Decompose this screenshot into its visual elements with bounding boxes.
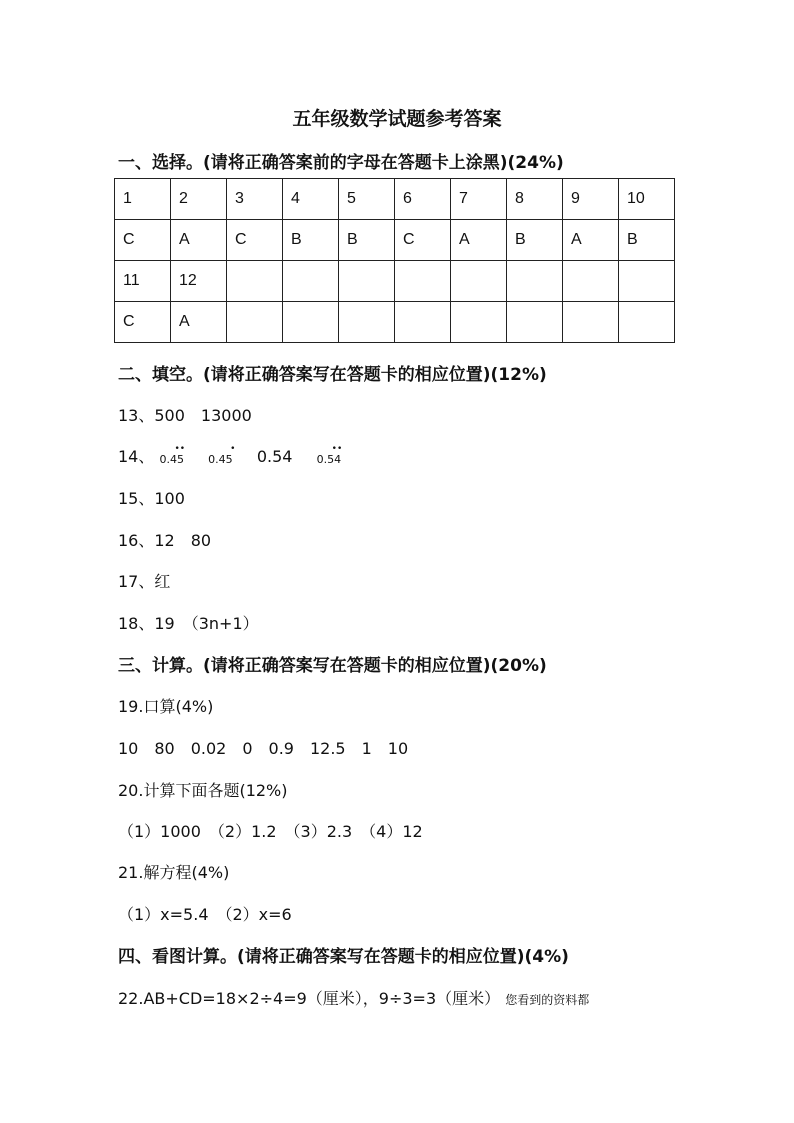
section-2-heading: 二、填空。(请将正确答案写在答题卡的相应位置)(12%) <box>118 365 547 385</box>
section-3-heading: 三、计算。(请将正确答案写在答题卡的相应位置)(20%) <box>118 656 547 676</box>
answer-table-cell <box>619 302 675 343</box>
answer-table <box>114 178 675 343</box>
answer-table-cell: A <box>563 220 619 261</box>
q19-answers: 10 80 0.02 0 0.9 12.5 1 10 <box>118 739 409 758</box>
answer-16: 16、12 80 <box>118 531 212 550</box>
section-1-heading: 一、选择。(请将正确答案前的字母在答题卡上涂黑)(24%) <box>118 153 564 173</box>
answer-table-cell: 2 <box>171 179 227 220</box>
answer-table-cell: 6 <box>395 179 451 220</box>
answer-14-b: 0.45 • <box>208 444 236 466</box>
answer-table-cell: B <box>339 220 395 261</box>
answer-table-cell: 11 <box>115 261 171 302</box>
answer-18: 18、19 （3n+1） <box>118 614 259 633</box>
answer-table-cell <box>395 302 451 343</box>
answer-table-cell: 12 <box>171 261 227 302</box>
answer-table-cell: A <box>171 302 227 343</box>
answer-22 <box>118 986 589 1009</box>
answer-14-prefix: 14、 <box>118 447 155 466</box>
answer-22-tail: 您看到的资料都 <box>505 993 590 1007</box>
answer-table-cell <box>619 261 675 302</box>
answer-table-cell: B <box>507 220 563 261</box>
answer-14-a: 0.45 •• <box>159 444 186 466</box>
answer-table-cell: B <box>619 220 675 261</box>
answer-table-cell: 3 <box>227 179 283 220</box>
answer-table-cell: A <box>451 220 507 261</box>
answer-table-cell: 4 <box>283 179 339 220</box>
answer-table-row <box>115 261 675 302</box>
answer-14-d: 0.54 •• <box>316 444 343 466</box>
q21-answers: （1）x=5.4 （2）x=6 <box>118 905 292 924</box>
answer-table-row <box>115 302 675 343</box>
answer-table-cell: B <box>283 220 339 261</box>
answer-table-cell <box>339 302 395 343</box>
answer-table-cell: A <box>171 220 227 261</box>
answer-table-cell: 1 <box>115 179 171 220</box>
answer-table-cell <box>451 261 507 302</box>
answer-table-cell <box>283 261 339 302</box>
answer-table-cell: C <box>115 220 171 261</box>
section-4-heading: 四、看图计算。(请将正确答案写在答题卡的相应位置)(4%) <box>118 947 569 967</box>
answer-17: 17、红 <box>118 572 171 591</box>
answer-table-cell <box>451 302 507 343</box>
answer-table-cell <box>563 302 619 343</box>
answer-table-cell: 10 <box>619 179 675 220</box>
answer-table-cell: 9 <box>563 179 619 220</box>
answer-table-cell <box>339 261 395 302</box>
q19-title: 19.口算(4%) <box>118 697 214 716</box>
answer-22-text: 22.AB+CD=18×2÷4=9（厘米），9÷3=3（厘米） <box>118 989 501 1008</box>
answer-table-cell: C <box>115 302 171 343</box>
answer-table-cell: 5 <box>339 179 395 220</box>
answer-table-cell <box>395 261 451 302</box>
answer-table-row <box>115 220 675 261</box>
answer-14 <box>118 444 341 467</box>
q20-answers: （1）1000 （2）1.2 （3）2.3 （4）12 <box>118 822 423 841</box>
answer-14-c: 0.54 <box>256 447 293 466</box>
answer-table-cell <box>227 261 283 302</box>
answer-table-cell: 8 <box>507 179 563 220</box>
answer-table-cell <box>507 302 563 343</box>
answer-table-cell <box>283 302 339 343</box>
answer-15: 15、100 <box>118 489 185 508</box>
q21-title: 21.解方程(4%) <box>118 863 230 882</box>
q20-title: 20.计算下面各题(12%) <box>118 781 288 800</box>
answer-table-cell <box>563 261 619 302</box>
answer-table-cell <box>227 302 283 343</box>
answer-table-cell: 7 <box>451 179 507 220</box>
answer-table-cell: C <box>395 220 451 261</box>
answer-13: 13、500 13000 <box>118 406 252 425</box>
page-title: 五年级数学试题参考答案 <box>292 108 502 130</box>
answer-table-cell <box>507 261 563 302</box>
answer-table-cell: C <box>227 220 283 261</box>
answer-table-row <box>115 179 675 220</box>
